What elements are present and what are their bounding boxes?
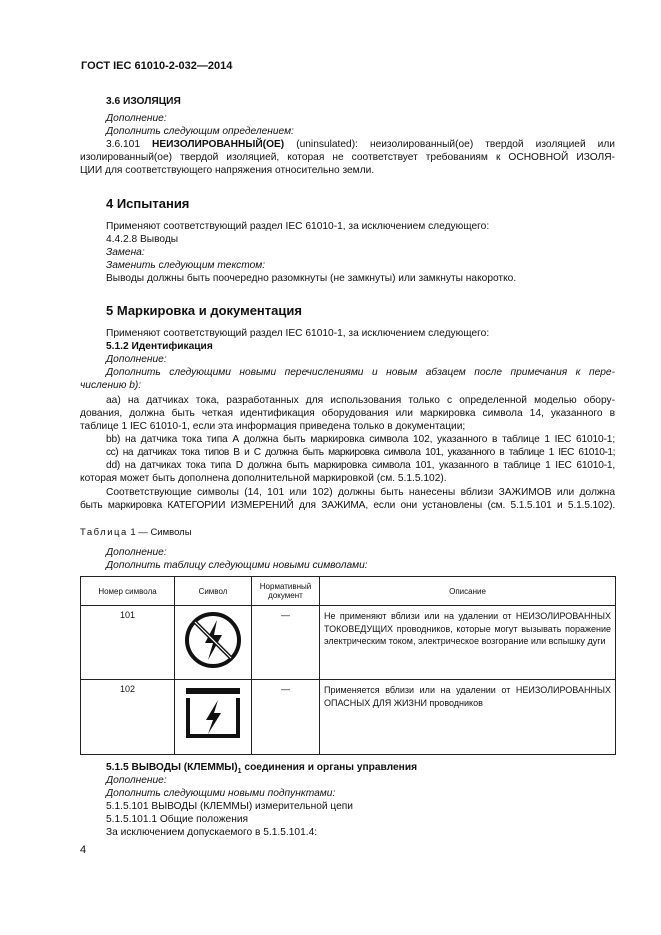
s5-item-bb: bb) на датчика тока типа А должна быть маркировка символа 102, указанного в таблице 1 IEC 61010-1; (106, 434, 615, 445)
s36-addition-instruction: Дополнить следующим определением: (106, 126, 294, 137)
s5-1-2-heading: 5.1.2 Идентификация (106, 341, 213, 352)
table-header-row (81, 577, 616, 606)
s4-line5: Выводы должны быть поочередно разомкнуты (не замкнуты) или замкнуты накоротко. (106, 273, 517, 284)
normative-doc-cell: — (252, 680, 320, 755)
s5-addition-instruction-1: Дополнить следующими новыми перечислениями и новым абзацем после примечания к пере- (106, 367, 615, 378)
table-row (81, 680, 616, 755)
header-normative-doc: Нормативный документ (252, 577, 320, 606)
section-5-1-5-heading: 5.1.5 ВЫВОДЫ $(КЛЕММЫ)_1$ соединения и органы управления (106, 762, 418, 776)
s4-replacement-instruction: Заменить следующим текстом: (106, 260, 266, 271)
s5-item-dd-2: которая может быть дополнена дополнительной маркировкой (см. 5.1.5.102). (80, 473, 447, 484)
table-addition-label: Дополнение: (106, 547, 167, 558)
standard-header: ГОСТ IEC 61010-2-032—2014 (81, 60, 233, 72)
s4-line2: 4.4.2.8 Выводы (106, 234, 179, 245)
s5-item-aa-2: дования, должна быть четкая идентификация оборудования или маркировка символа 14, указанного в (80, 408, 615, 419)
s36-definition-line1: 3.6.101 НЕИЗОЛИРОВАННЫЙ(ОЕ) (uninsulated): неизолированный(ое) твердой изоляцией или (106, 139, 616, 150)
header-symbol-number: Номер символа (81, 577, 175, 606)
section-5-heading: 5 Маркировка и документация (106, 303, 302, 318)
symbol-cell (175, 680, 252, 755)
s515-line4: 5.1.5.101.1 Общие положения (106, 814, 249, 825)
s4-replacement-label: Замена: (106, 247, 145, 258)
table-caption: Таблица 1 — Символы (80, 527, 192, 538)
page-number: 4 (80, 844, 87, 856)
s4-line1: Применяют соответствующий раздел IEC 61010-1, за исключением следующего: (106, 221, 490, 232)
s5-addition-instruction-2: числению b): (80, 380, 142, 391)
s5-addition-label: Дополнение: (106, 354, 167, 365)
s5-item-dd-1: dd) на датчиках тока типа D должна быть маркировка символа 101, указанного в таблице 1 IEC 61010-1, (106, 460, 615, 471)
s5-line1: Применяют соответствующий раздел IEC 61010-1, за исключением следующего: (106, 328, 490, 339)
s36-definition-line3: ЦИИ для соответствующего напряжения относительно земли. (80, 165, 375, 176)
s5-item-aa-3: таблице 1 IEC 61010-1, если эта информация приведена только в документации; (80, 421, 466, 432)
s515-line3: 5.1.5.101 ВЫВОДЫ (КЛЕММЫ) измерительной цепи (106, 801, 353, 812)
s5-symbols-para-2: быть маркировка КАТЕГОРИИ ИЗМЕРЕНИЙ для ЗАЖИМА, если они установлены (см. 5.1.5.101 и 5.1.5.102). (80, 500, 615, 511)
symbol-number-cell: 101 (81, 606, 175, 680)
table-addition-instruction: Дополнить таблицу следующими новыми символами: (106, 560, 368, 571)
symbol-number-cell: 102 (81, 680, 175, 755)
prohibited-lightning-icon (183, 610, 243, 670)
s515-addition-label: Дополнение: (106, 775, 167, 786)
table-row (81, 606, 616, 680)
section-3-6-heading: 3.6 ИЗОЛЯЦИЯ (106, 96, 181, 107)
section-4-heading: 4 Испытания (106, 196, 190, 211)
s5-item-aa-1: aa) на датчиках тока, разработанных для использования только с определенной моделью обору- (106, 395, 615, 406)
normative-doc-cell: — (252, 606, 320, 680)
s36-definition-line2: изолированный(ое) твердой изоляцией, которая не соответствует требованиям к ОСНОВНОЙ ИЗОЛЯ- (80, 152, 615, 163)
description-cell: Применяется вблизи или на удалении от НЕИЗОЛИРОВАННЫХ ОПАСНЫХ ДЛЯ ЖИЗНИ проводников (320, 680, 616, 755)
lightning-square-icon (182, 684, 244, 742)
s515-addition-instruction: Дополнить следующими новыми подпунктами: (106, 788, 336, 799)
description-cell: Не применяют вблизи или на удалении от НЕИЗОЛИРОВАННЫХ ТОКОВЕДУЩИХ проводников, которые могут вызывать поражение электрическим током, электрическое возгорание или вспышку дуги (320, 606, 616, 680)
symbols-table (80, 576, 616, 755)
s5-symbols-para-1: Соответствующие символы (14, 101 или 102) должны быть нанесены вблизи ЗАЖИМОВ или должна (106, 487, 615, 498)
header-description: Описание (320, 577, 616, 606)
header-symbol: Символ (175, 577, 252, 606)
s5-item-cc: cc) на датчиках тока типов В и С должна быть маркировка символа 101, указанного в таблице 1 IEC 61010-1; (106, 447, 615, 458)
s515-line5: За исключением допускаемого в 5.1.5.101.4: (106, 827, 318, 838)
s36-addition-label: Дополнение: (106, 113, 167, 124)
symbol-cell (175, 606, 252, 680)
